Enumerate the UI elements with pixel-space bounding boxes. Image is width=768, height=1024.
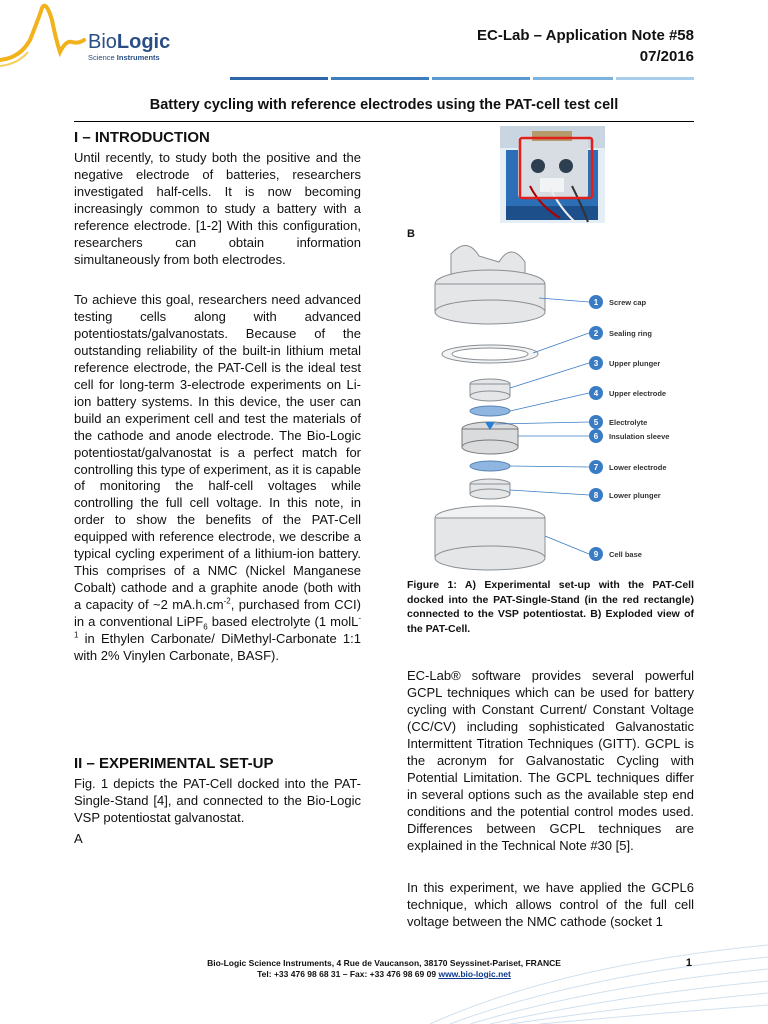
part-number: 3 [593,359,599,368]
part-number: 8 [593,491,599,500]
section-heading-experimental-setup: II – EXPERIMENTAL SET-UP [74,755,274,772]
part-number: 7 [593,463,599,472]
gcpl6-paragraph: In this experiment, we have applied the GCPL6 technique, which allows control of the full cell voltage between the NMC cathode (socket 1 [407,880,694,929]
application-note-date: 07/2016 [639,48,694,65]
pat-cell-setup-photo [500,126,605,223]
header-bar-1 [230,77,328,80]
part-name: Insulation sleeve [609,432,670,441]
pat-cell-exploded-view [407,236,694,576]
part-name: Sealing ring [609,329,652,338]
page-number: 1 [685,957,692,969]
part-name: Cell base [609,550,642,559]
header-bar-4 [533,77,613,80]
header-bar-3 [432,77,530,80]
part-name: Lower electrode [609,463,667,472]
logo-brand: BioLogic [88,31,171,53]
part-number: 6 [593,432,599,441]
biologic-logo-wave [0,0,100,80]
logo-subtitle: Science Instruments [88,53,160,62]
part-number: 4 [593,389,599,398]
application-note-number: EC-Lab – Application Note #58 [477,27,694,44]
header-bar-5 [616,77,694,80]
figure-label-a: A [74,831,83,846]
part-name: Screw cap [609,298,647,307]
section-heading-introduction: I – INTRODUCTION [74,129,210,146]
part-name: Electrolyte [609,418,648,427]
figure-label-b: B [407,228,415,240]
figure-1-caption: Figure 1: A) Experimental set-up with the PAT-Cell docked into the PAT-Single-Stand (in the red rectangle) connected to the VSP potentiostat. B) Exploded view of the PAT-Cell. [407,579,694,635]
part-name: Lower plunger [609,491,661,500]
part-number: 9 [593,550,599,559]
setup-paragraph-1: Fig. 1 depicts the PAT-Cell docked into the PAT-Single-Stand [4], and connected to the Bio-Logic VSP potentiostat galvanostat. [74,776,361,825]
part-number: 1 [593,298,599,307]
footer-address: Bio-Logic Science Instruments, 4 Rue de Vaucanson, 38170 Seyssinet-Pariset, FRANCE [207,958,561,968]
footer-wave-decoration [0,935,768,1024]
footer-contact: Tel: +33 476 98 68 31 – Fax: +33 476 98 69 09 www.bio-logic.net [257,969,511,979]
header-bar-2 [331,77,429,80]
intro-paragraph-2: To achieve this goal, researchers need advanced testing cells along with advanced potentiostats/galvanostats. Because of the outstanding reliability of the built-in lithium metal reference electrode, the PAT-Cell is the ideal test cell for long-term 3-electrode experiments on Li-ion battery systems. In this device, the user can build an experiment cell and test the materials of the cathode and anode electrode. The Bio-Logic potentiostat/galvanostat is a perfect match for controlling this type of experiment, as it is capable of monitoring the half-cell voltages while controlling the full cell voltage. In this note, in order to show the benefits of the PAT-Cell equipped with reference electrode, we describe a typical cycling experiment of a lithium-ion battery. This comprises of a NMC (Nickel Manganese Cobalt) cathode and a graphite anode (both with a capacity of ~2 $mA.h.cm^{-2}$, purchased from CCI) in a conventional LiPF$_6$ based electrolyte (1 molL$^{-1}$ in Ethylen Carbonate/ DiMethyl-Carbonate 1:1 with 2% Vinylen Carbonate, BASF). [74,292,361,664]
part-number: 5 [593,418,599,427]
part-name: Upper electrode [609,389,667,398]
gcpl-paragraph: EC-Lab® software provides several powerful GCPL techniques which can be used for battery cycling with Constant Current/ Constant Voltage (CC/CV) including sophisticated Galvanostatic Intermittent Titration Techniques (GITT). GCPL is the acronym for Galvanostatic Cycling with Potential Limitation. The GCPL techniques differ in several options such as the available step end conditions and the potential control modes used. Differences between GCPL techniques are explained in the Technical Note #30 [5]. [407,668,694,853]
title-rule [74,121,694,122]
part-name: Upper plunger [609,359,661,368]
document-title: Battery cycling with reference electrodes using the PAT-cell test cell [149,97,619,113]
part-number: 2 [593,329,599,338]
intro-paragraph-1: Until recently, to study both the positive and the negative electrode of batteries, researchers investigated half-cells. It is now becoming increasingly common to study a battery with a reference electrode. [1-2] With this configuration, researchers can obtain information simultaneously from both electrodes. [74,150,361,267]
website-link[interactable]: www.bio-logic.net [438,969,511,979]
